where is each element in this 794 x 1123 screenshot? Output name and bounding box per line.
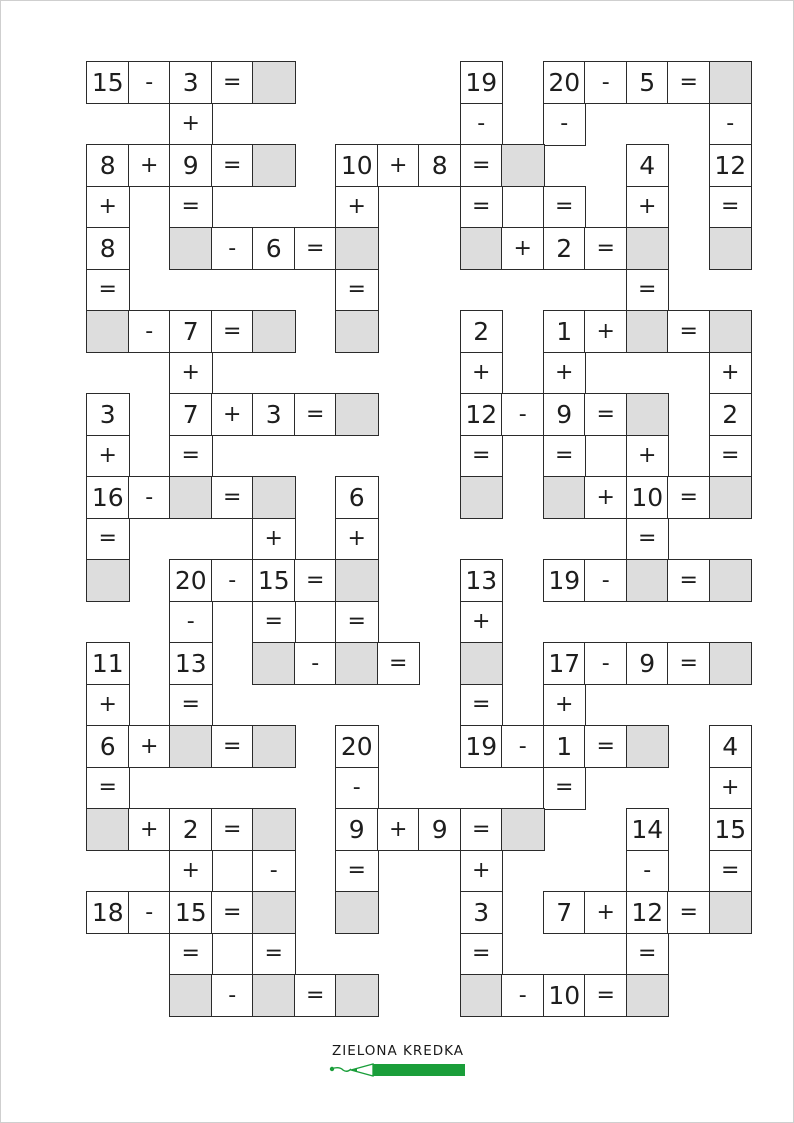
answer-cell[interactable] [169, 974, 213, 1017]
number-cell: 13 [169, 642, 213, 685]
operator-cell: - [501, 393, 545, 436]
operator-cell: = [294, 559, 338, 602]
operator-cell: - [626, 850, 670, 893]
number-cell: 12 [626, 891, 670, 934]
answer-cell[interactable] [252, 144, 296, 187]
number-cell: 1 [543, 725, 587, 768]
operator-cell: - [169, 601, 213, 644]
answer-cell[interactable] [460, 974, 504, 1017]
number-cell: 20 [543, 61, 587, 104]
answer-cell[interactable] [460, 227, 504, 270]
math-crossword-grid [86, 61, 747, 1010]
operator-cell: = [211, 310, 255, 353]
number-cell: 15 [252, 559, 296, 602]
operator-cell: = [584, 227, 628, 270]
number-cell: 2 [709, 393, 753, 436]
number-cell: 9 [543, 393, 587, 436]
operator-cell: = [211, 61, 255, 104]
operator-cell: = [584, 974, 628, 1017]
operator-cell: = [626, 518, 670, 561]
operator-cell: + [128, 808, 172, 851]
operator-cell: - [211, 559, 255, 602]
number-cell: 15 [86, 61, 130, 104]
operator-cell: + [626, 186, 670, 229]
number-cell: 8 [86, 227, 130, 270]
operator-cell: + [584, 476, 628, 519]
answer-cell[interactable] [335, 393, 379, 436]
operator-cell: = [584, 393, 628, 436]
answer-cell[interactable] [252, 808, 296, 851]
operator-cell: + [377, 808, 421, 851]
operator-cell: - [709, 103, 753, 146]
number-cell: 9 [169, 144, 213, 187]
operator-cell: + [543, 684, 587, 727]
answer-cell[interactable] [626, 974, 670, 1017]
operator-cell: = [169, 684, 213, 727]
number-cell: 7 [543, 891, 587, 934]
answer-cell[interactable] [460, 476, 504, 519]
operator-cell: = [667, 310, 711, 353]
number-cell: 7 [169, 393, 213, 436]
operator-cell: - [128, 891, 172, 934]
number-cell: 20 [169, 559, 213, 602]
operator-cell: + [335, 186, 379, 229]
operator-cell: = [335, 269, 379, 312]
operator-cell: = [667, 61, 711, 104]
number-cell: 10 [543, 974, 587, 1017]
operator-cell: = [626, 269, 670, 312]
operator-cell: + [584, 310, 628, 353]
operator-cell: = [543, 186, 587, 229]
operator-cell: = [252, 601, 296, 644]
operator-cell: = [709, 435, 753, 478]
operator-cell: = [460, 144, 504, 187]
operator-cell: - [460, 103, 504, 146]
number-cell: 12 [460, 393, 504, 436]
operator-cell: - [252, 850, 296, 893]
number-cell: 17 [543, 642, 587, 685]
pencil-icon [329, 1062, 469, 1078]
operator-cell: + [169, 352, 213, 395]
operator-cell: = [543, 767, 587, 810]
answer-cell[interactable] [335, 974, 379, 1017]
operator-cell: = [294, 227, 338, 270]
number-cell: 4 [709, 725, 753, 768]
answer-cell[interactable] [86, 559, 130, 602]
operator-cell: - [543, 103, 587, 146]
operator-cell: = [709, 850, 753, 893]
answer-cell[interactable] [626, 393, 670, 436]
answer-cell[interactable] [252, 725, 296, 768]
operator-cell: = [667, 476, 711, 519]
operator-cell: = [169, 435, 213, 478]
operator-cell: - [128, 310, 172, 353]
answer-cell[interactable] [252, 642, 296, 685]
operator-cell: + [86, 684, 130, 727]
operator-cell: = [252, 933, 296, 976]
number-cell: 19 [460, 725, 504, 768]
number-cell: 2 [169, 808, 213, 851]
operator-cell: = [377, 642, 421, 685]
operator-cell: + [128, 144, 172, 187]
operator-cell: = [211, 725, 255, 768]
operator-cell: = [86, 518, 130, 561]
operator-cell: - [211, 227, 255, 270]
operator-cell: + [709, 352, 753, 395]
answer-cell[interactable] [626, 725, 670, 768]
number-cell: 3 [460, 891, 504, 934]
operator-cell: + [377, 144, 421, 187]
answer-cell[interactable] [626, 310, 670, 353]
number-cell: 4 [626, 144, 670, 187]
number-cell: 11 [86, 642, 130, 685]
answer-cell[interactable] [169, 227, 213, 270]
operator-cell: + [626, 435, 670, 478]
number-cell: 8 [418, 144, 462, 187]
operator-cell: + [460, 850, 504, 893]
number-cell: 3 [169, 61, 213, 104]
operator-cell: - [294, 642, 338, 685]
operator-cell: = [626, 933, 670, 976]
number-cell: 15 [169, 891, 213, 934]
operator-cell: + [460, 352, 504, 395]
operator-cell: = [543, 435, 587, 478]
answer-cell[interactable] [626, 559, 670, 602]
logo-text: ZIELONA KREDKA [331, 1043, 465, 1059]
operator-cell: - [128, 476, 172, 519]
operator-cell: + [501, 227, 545, 270]
number-cell: 15 [709, 808, 753, 851]
operator-cell: = [584, 725, 628, 768]
answer-cell[interactable] [709, 891, 753, 934]
operator-cell: = [460, 933, 504, 976]
operator-cell: = [294, 974, 338, 1017]
answer-cell[interactable] [252, 891, 296, 934]
operator-cell: = [667, 642, 711, 685]
operator-cell: = [460, 435, 504, 478]
answer-cell[interactable] [252, 476, 296, 519]
number-cell: 20 [335, 725, 379, 768]
operator-cell: - [128, 61, 172, 104]
answer-cell[interactable] [709, 559, 753, 602]
operator-cell: = [169, 186, 213, 229]
operator-cell: + [460, 601, 504, 644]
operator-cell: = [211, 476, 255, 519]
operator-cell: = [211, 891, 255, 934]
answer-cell[interactable] [335, 642, 379, 685]
answer-cell[interactable] [335, 227, 379, 270]
operator-cell: - [211, 974, 255, 1017]
operator-cell: = [460, 186, 504, 229]
number-cell: 16 [86, 476, 130, 519]
answer-cell[interactable] [335, 891, 379, 934]
operator-cell: = [460, 808, 504, 851]
number-cell: 2 [460, 310, 504, 353]
number-cell: 9 [418, 808, 462, 851]
answer-cell[interactable] [169, 476, 213, 519]
operator-cell: + [86, 186, 130, 229]
number-cell: 6 [335, 476, 379, 519]
number-cell: 10 [335, 144, 379, 187]
operator-cell: = [211, 144, 255, 187]
number-cell: 19 [543, 559, 587, 602]
answer-cell[interactable] [335, 310, 379, 353]
number-cell: 3 [86, 393, 130, 436]
number-cell: 9 [335, 808, 379, 851]
operator-cell: - [335, 767, 379, 810]
operator-cell: = [709, 186, 753, 229]
number-cell: 5 [626, 61, 670, 104]
answer-cell[interactable] [252, 974, 296, 1017]
answer-cell[interactable] [543, 476, 587, 519]
operator-cell: - [501, 725, 545, 768]
number-cell: 2 [543, 227, 587, 270]
operator-cell: + [169, 850, 213, 893]
operator-cell: + [169, 103, 213, 146]
number-cell: 3 [252, 393, 296, 436]
zielona-kredka-logo [321, 1043, 481, 1083]
operator-cell: + [252, 518, 296, 561]
operator-cell: = [211, 808, 255, 851]
number-cell: 19 [460, 61, 504, 104]
answer-cell[interactable] [252, 61, 296, 104]
operator-cell: + [211, 393, 255, 436]
number-cell: 9 [626, 642, 670, 685]
answer-cell[interactable] [501, 144, 545, 187]
answer-cell[interactable] [252, 310, 296, 353]
answer-cell[interactable] [709, 642, 753, 685]
number-cell: 1 [543, 310, 587, 353]
answer-cell[interactable] [709, 227, 753, 270]
number-cell: 8 [86, 144, 130, 187]
number-cell: 18 [86, 891, 130, 934]
operator-cell: = [335, 850, 379, 893]
number-cell: 14 [626, 808, 670, 851]
operator-cell: = [335, 601, 379, 644]
operator-cell: + [584, 891, 628, 934]
answer-cell[interactable] [86, 310, 130, 353]
number-cell: 6 [86, 725, 130, 768]
operator-cell: + [86, 435, 130, 478]
operator-cell: + [709, 767, 753, 810]
number-cell: 13 [460, 559, 504, 602]
operator-cell: = [667, 559, 711, 602]
operator-cell: = [86, 767, 130, 810]
answer-cell[interactable] [709, 61, 753, 104]
number-cell: 6 [252, 227, 296, 270]
answer-cell[interactable] [626, 227, 670, 270]
answer-cell[interactable] [709, 310, 753, 353]
answer-cell[interactable] [335, 559, 379, 602]
number-cell: 10 [626, 476, 670, 519]
operator-cell: - [584, 642, 628, 685]
operator-cell: - [584, 559, 628, 602]
operator-cell: + [128, 725, 172, 768]
operator-cell: = [460, 684, 504, 727]
answer-cell[interactable] [501, 808, 545, 851]
operator-cell: - [584, 61, 628, 104]
operator-cell: + [335, 518, 379, 561]
operator-cell: = [294, 393, 338, 436]
number-cell: 12 [709, 144, 753, 187]
answer-cell[interactable] [86, 808, 130, 851]
answer-cell[interactable] [460, 642, 504, 685]
operator-cell: + [543, 352, 587, 395]
answer-cell[interactable] [169, 725, 213, 768]
operator-cell: - [501, 974, 545, 1017]
operator-cell: = [86, 269, 130, 312]
number-cell: 7 [169, 310, 213, 353]
operator-cell: = [169, 933, 213, 976]
answer-cell[interactable] [709, 476, 753, 519]
operator-cell: = [667, 891, 711, 934]
